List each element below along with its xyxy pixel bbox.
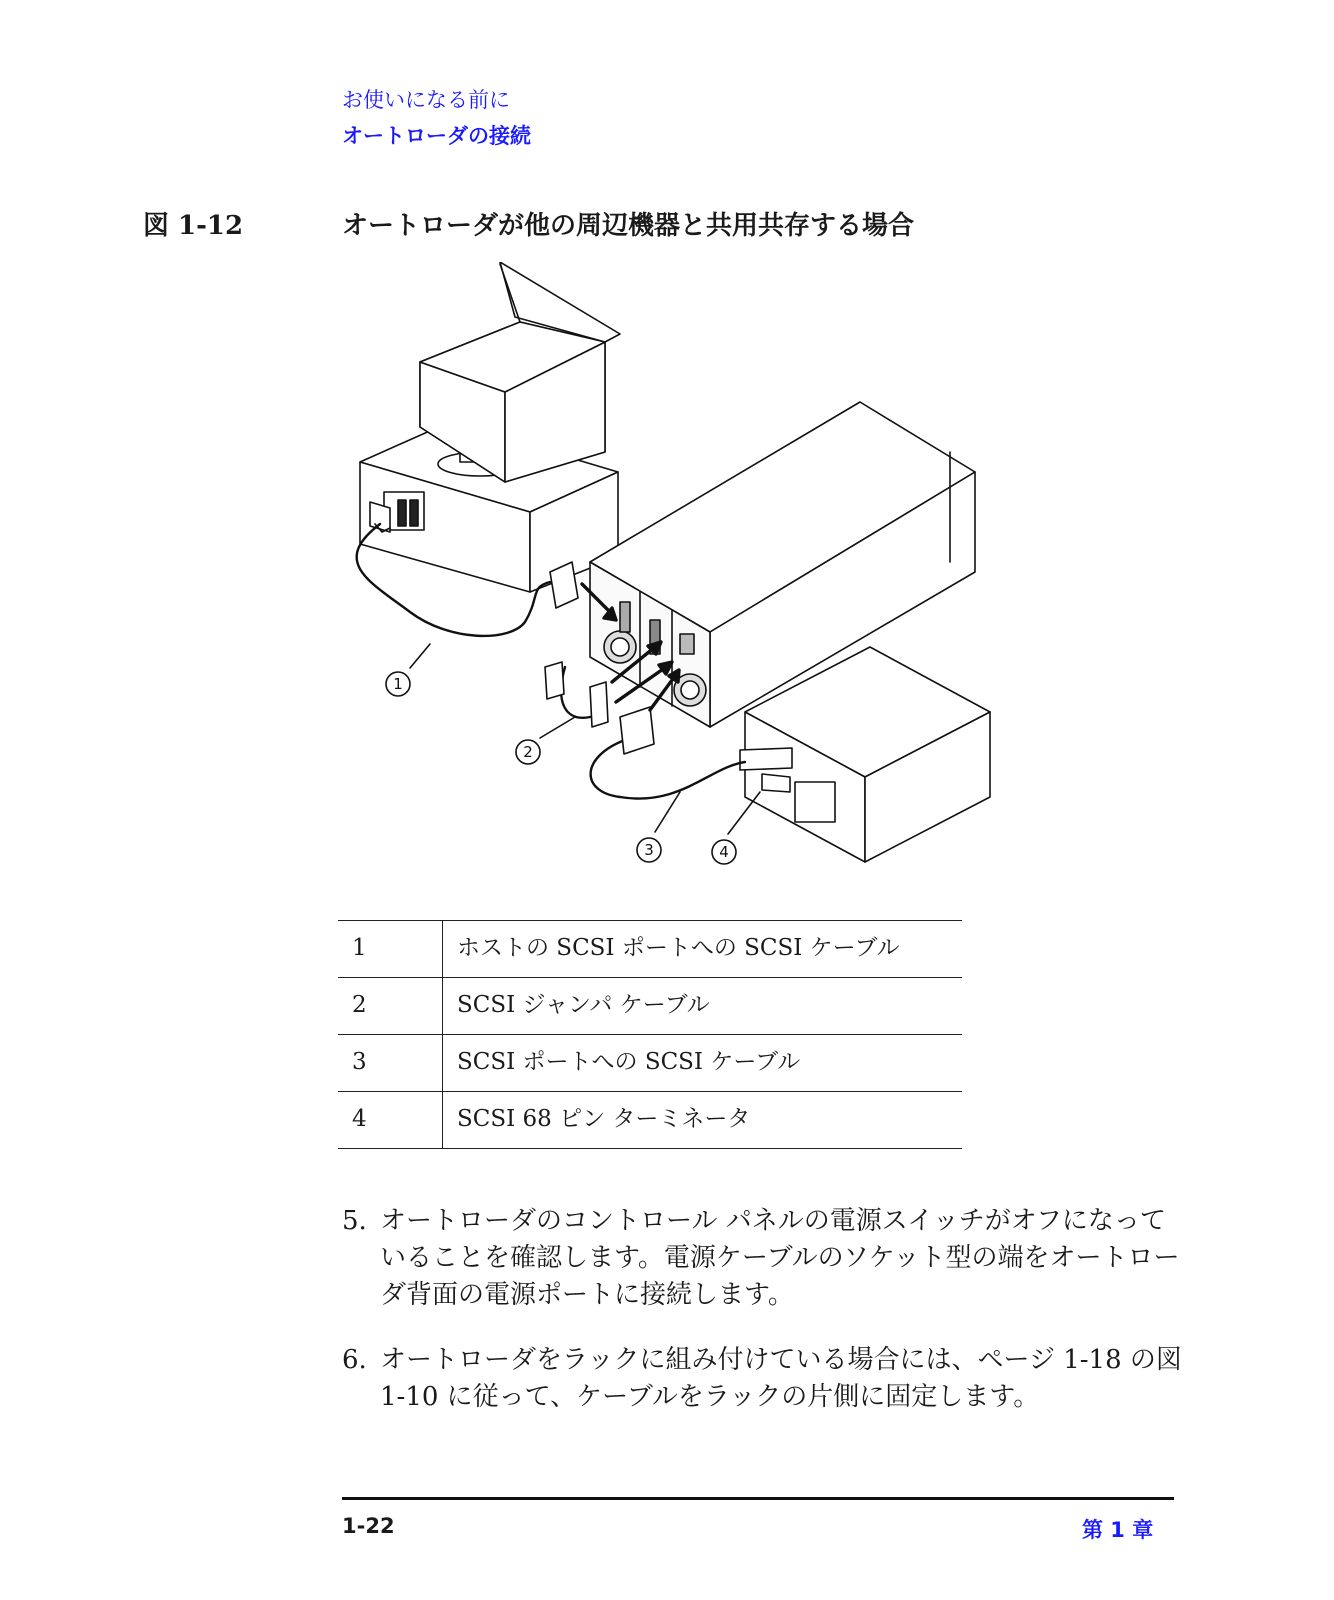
callout-label-3: 3 bbox=[644, 841, 654, 859]
table-row bbox=[338, 978, 962, 1035]
connection-illustration bbox=[350, 262, 1010, 902]
legend-text: SCSI ポートへの SCSI ケーブル bbox=[443, 1035, 963, 1092]
legend-text: SCSI ジャンパ ケーブル bbox=[443, 978, 963, 1035]
legend-number: 4 bbox=[338, 1092, 443, 1149]
breadcrumb-section: お使いになる前に bbox=[342, 88, 510, 112]
table-row bbox=[338, 1035, 962, 1092]
legend-number: 3 bbox=[338, 1035, 443, 1092]
step-text: オートローダをラックに組み付けている場合には、ページ 1-18 の図 1-10 に従って、ケーブルをラックの片側に固定します。 bbox=[380, 1345, 1182, 1412]
cable-2 bbox=[561, 667, 590, 718]
callout-label-4: 4 bbox=[719, 843, 729, 861]
figure-label: 図 1-12 bbox=[143, 211, 244, 241]
step-number: 6. bbox=[342, 1345, 367, 1375]
figure-title: オートローダが他の周辺機器と共用共存する場合 bbox=[342, 211, 915, 241]
page-number: 1-22 bbox=[342, 1514, 395, 1538]
step-text: オートローダのコントロール パネルの電源スイッチがオフになっていることを確認します。電源ケーブルのソケット型の端をオートローダ背面の電源ポートに接続します。 bbox=[380, 1206, 1180, 1310]
chapter-label: 第 1 章 bbox=[1082, 1518, 1154, 1542]
table-row bbox=[338, 921, 962, 978]
cable-3 bbox=[591, 740, 745, 799]
callout-label-1: 1 bbox=[393, 675, 403, 693]
breadcrumb-subsection: オートローダの接続 bbox=[342, 124, 531, 148]
legend-number: 2 bbox=[338, 978, 443, 1035]
callout-legend-table bbox=[338, 920, 962, 1149]
list-item bbox=[342, 1342, 1182, 1416]
legend-number: 1 bbox=[338, 921, 443, 978]
list-item bbox=[342, 1203, 1182, 1314]
procedure-steps bbox=[342, 1203, 1182, 1444]
footer-divider bbox=[342, 1497, 1174, 1500]
legend-text: ホストの SCSI ポートへの SCSI ケーブル bbox=[443, 921, 963, 978]
step-number: 5. bbox=[342, 1206, 367, 1236]
legend-text: SCSI 68 ピン ターミネータ bbox=[443, 1092, 963, 1149]
callout-label-2: 2 bbox=[523, 743, 533, 761]
table-row bbox=[338, 1092, 962, 1149]
